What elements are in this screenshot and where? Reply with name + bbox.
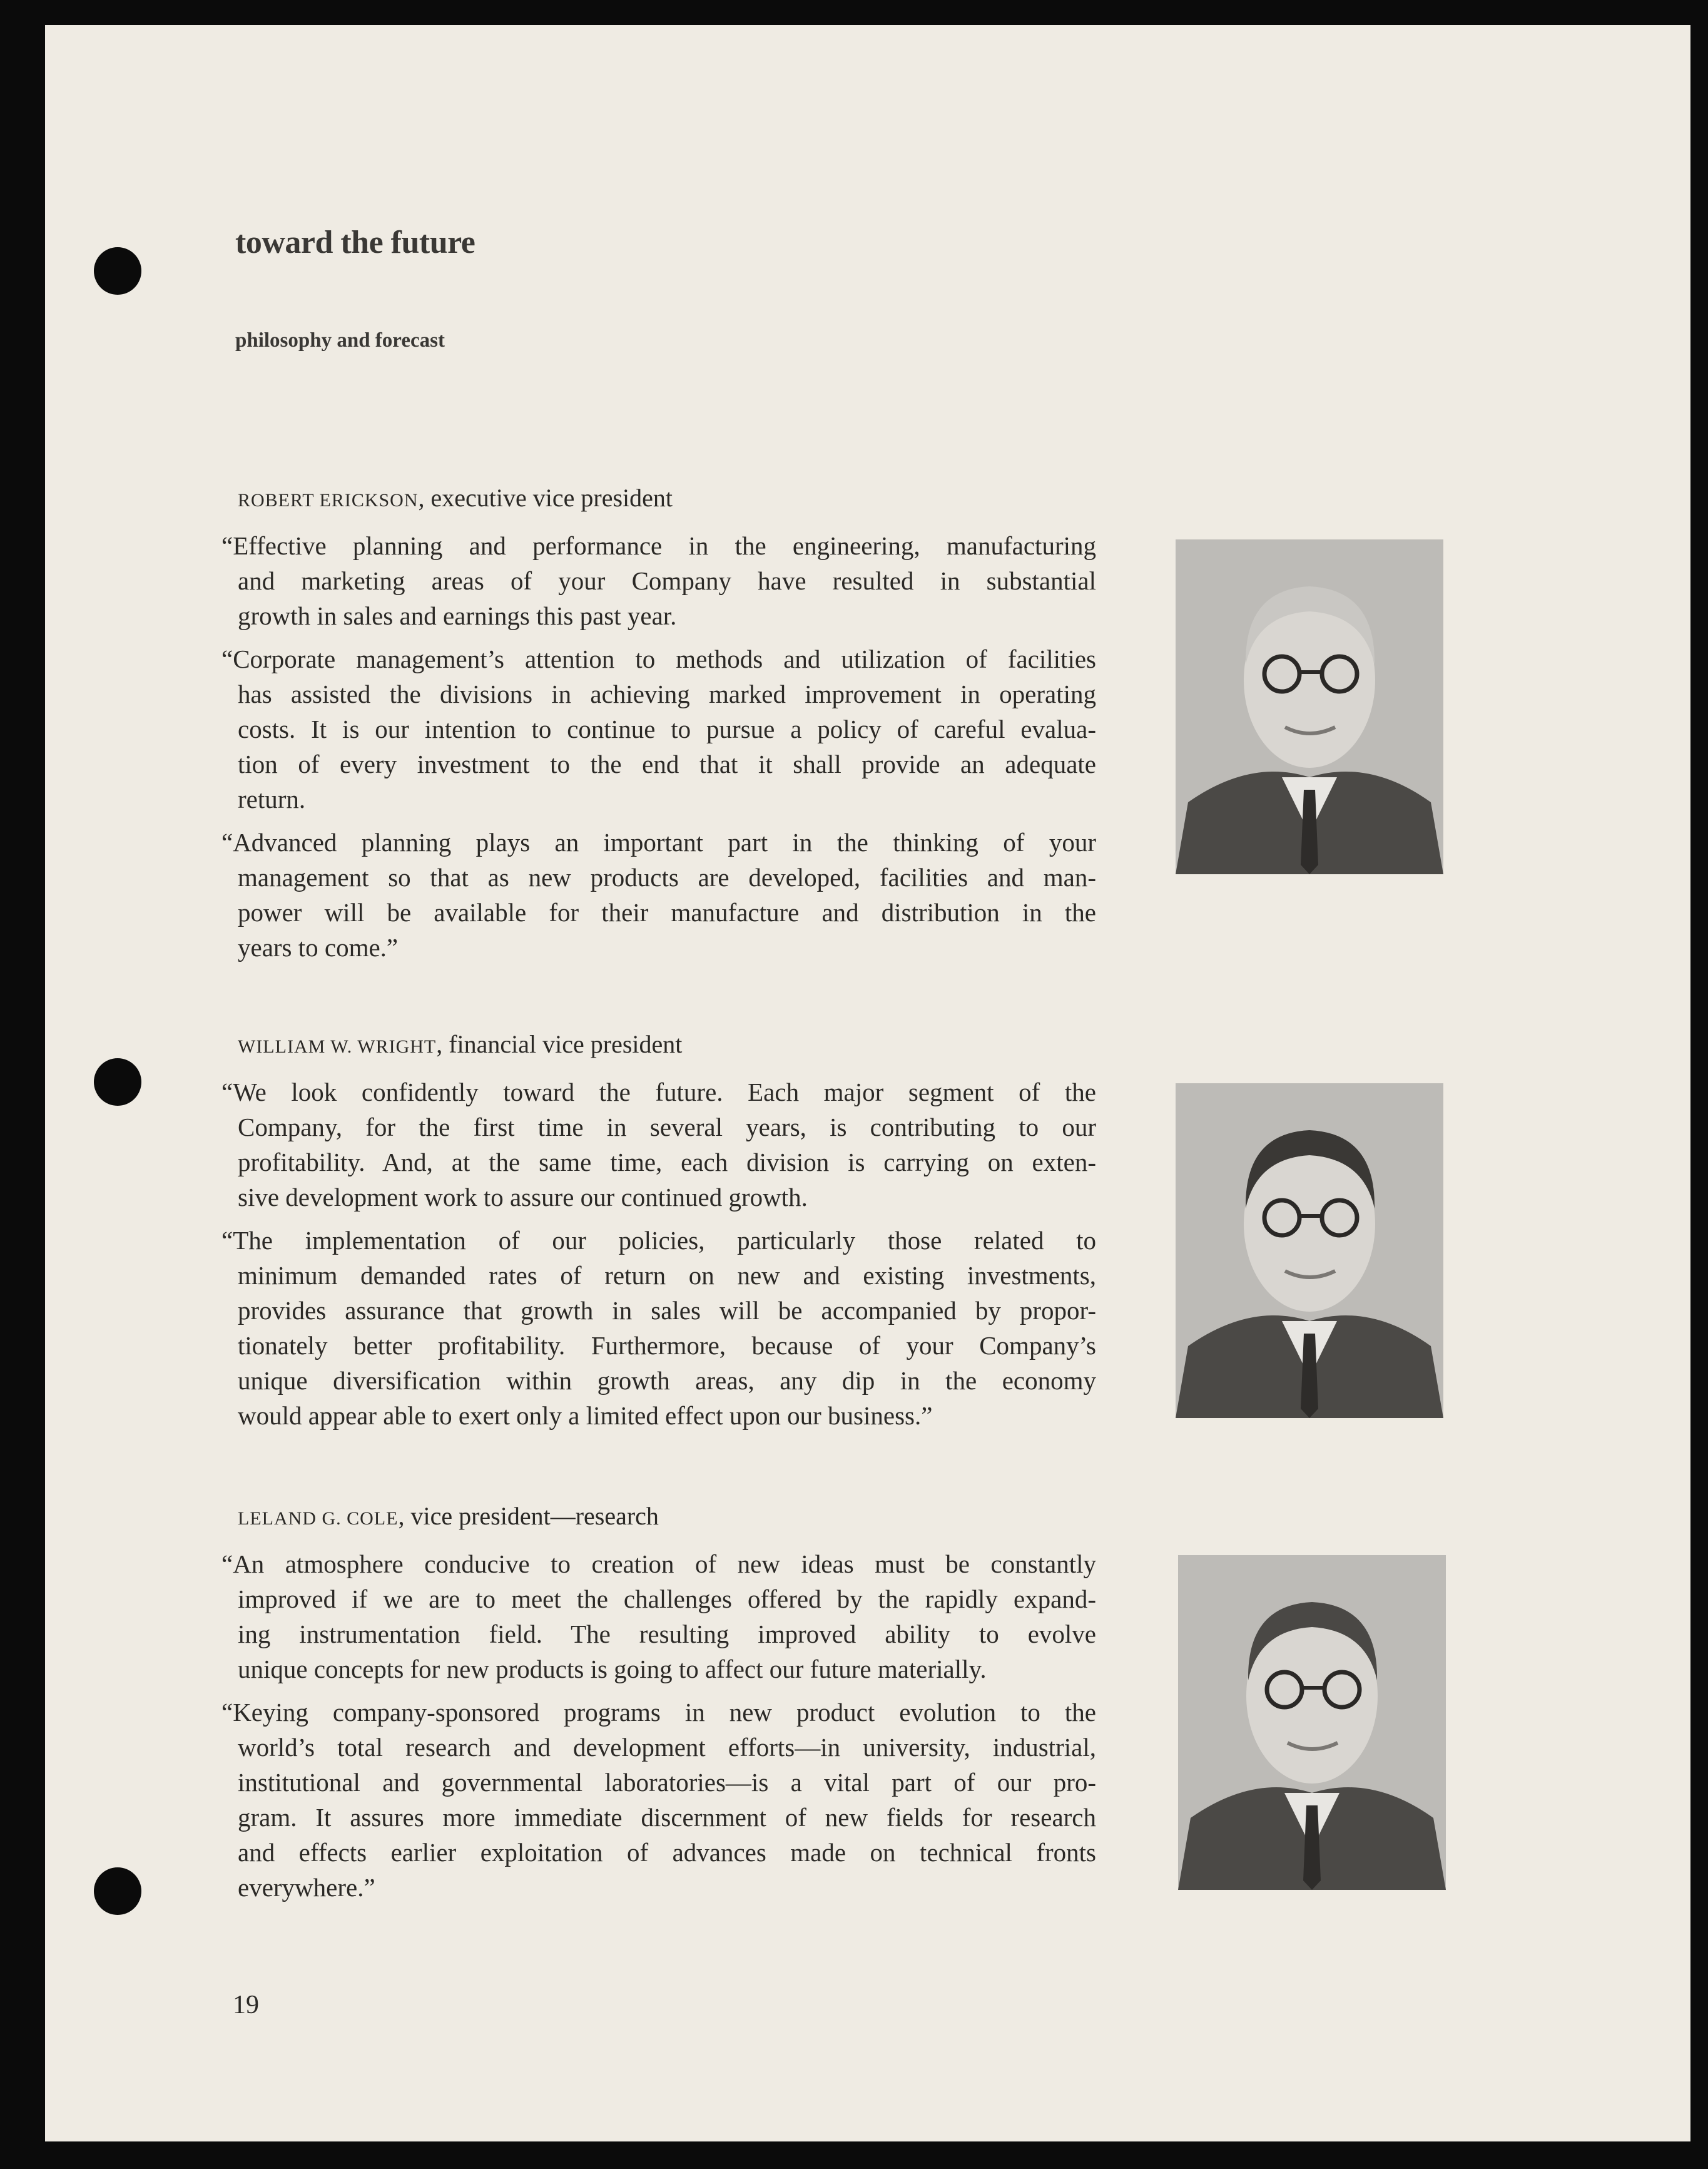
portrait-photo-wright <box>1176 1083 1443 1418</box>
quote-paragraph <box>221 825 1096 965</box>
text-line: “An atmosphere conducive to creation of new ideas must be constantly <box>221 1549 1096 1578</box>
text-line: growth in sales and earnings this past year. <box>238 601 677 630</box>
text-line: costs. It is our intention to continue to pursue a policy of careful evalua- <box>238 715 1096 743</box>
text-line: tion of every investment to the end that it shall provide an adequate <box>238 750 1096 778</box>
speaker-role: , financial vice president <box>436 1030 683 1058</box>
quote-paragraph <box>221 641 1096 817</box>
text-line: and effects earlier exploitation of advances made on technical fronts <box>238 1838 1096 1867</box>
text-line: everywhere.” <box>238 1873 375 1902</box>
text-line: sive development work to assure our continued growth. <box>238 1183 808 1212</box>
portrait-image <box>1178 1555 1446 1890</box>
speaker-name: WILLIAM W. WRIGHT <box>238 1036 437 1057</box>
portrait-photo-erickson <box>1176 539 1443 874</box>
text-line: ing instrumentation field. The resulting improved ability to evolve <box>238 1620 1096 1648</box>
text-line: world’s total research and development efforts—in university, industrial, <box>238 1733 1096 1762</box>
text-line: “Corporate management’s attention to methods and utilization of facilities <box>221 645 1096 673</box>
text-line: “Effective planning and performance in the engineering, manufacturing <box>221 531 1096 560</box>
text-line: management so that as new products are developed, facilities and man- <box>238 863 1096 892</box>
speaker-heading <box>221 1027 1096 1062</box>
portrait-image <box>1176 1083 1443 1418</box>
speaker-heading <box>221 481 1096 516</box>
page-number: 19 <box>233 1991 259 2019</box>
text-line: gram. It assures more immediate discernment of new fields for research <box>238 1803 1096 1832</box>
quote-paragraph <box>221 528 1096 633</box>
text-line: provides assurance that growth in sales will be accompanied by propor- <box>238 1296 1096 1325</box>
text-line: profitability. And, at the same time, each division is carrying on exten- <box>238 1148 1096 1176</box>
text-line: institutional and governmental laboratories—is a vital part of our pro- <box>238 1768 1096 1797</box>
text-line: “The implementation of our policies, particularly those related to <box>221 1226 1096 1255</box>
executive-statement-erickson <box>221 481 1096 973</box>
executive-statement-cole <box>221 1499 1096 1913</box>
quote-paragraph <box>221 1223 1096 1433</box>
page-subtitle: philosophy and forecast <box>235 329 445 352</box>
portrait-photo-cole <box>1178 1555 1446 1890</box>
page-title: toward the future <box>235 225 475 260</box>
binder-hole <box>94 1058 141 1106</box>
text-line: “We look confidently toward the future. Each major segment of the <box>221 1078 1096 1106</box>
text-line: would appear able to exert only a limited effect upon our business.” <box>238 1401 933 1430</box>
text-line: and marketing areas of your Company have resulted in substantial <box>238 566 1096 595</box>
text-line: Company, for the first time in several years, is contributing to our <box>238 1113 1096 1141</box>
binder-hole <box>94 247 141 295</box>
text-line: unique diversification within growth areas, any dip in the economy <box>238 1366 1096 1395</box>
text-line: “Keying company-sponsored programs in new product evolution to the <box>221 1698 1096 1727</box>
quote-paragraph <box>221 1546 1096 1687</box>
text-line: tionately better profitability. Furthermore, because of your Company’s <box>238 1331 1096 1360</box>
text-line: years to come.” <box>238 933 399 962</box>
speaker-name: LELAND G. COLE <box>238 1508 399 1529</box>
executive-statement-wright <box>221 1027 1096 1441</box>
quote-paragraph <box>221 1695 1096 1905</box>
text-line: improved if we are to meet the challenges offered by the rapidly expand- <box>238 1585 1096 1613</box>
text-line: minimum demanded rates of return on new and existing investments, <box>238 1261 1096 1290</box>
binder-hole <box>94 1867 141 1915</box>
speaker-name: ROBERT ERICKSON <box>238 490 419 511</box>
quote-paragraph <box>221 1074 1096 1215</box>
text-line: has assisted the divisions in achieving marked improvement in operating <box>238 680 1096 708</box>
speaker-role: , executive vice president <box>418 484 673 512</box>
portrait-image <box>1176 539 1443 874</box>
text-line: power will be available for their manufacture and distribution in the <box>238 898 1096 927</box>
text-line: unique concepts for new products is going to affect our future materially. <box>238 1655 987 1683</box>
speaker-role: , vice president—research <box>398 1502 659 1530</box>
text-line: return. <box>238 785 306 814</box>
text-line: “Advanced planning plays an important part in the thinking of your <box>221 828 1096 857</box>
speaker-heading <box>221 1499 1096 1534</box>
